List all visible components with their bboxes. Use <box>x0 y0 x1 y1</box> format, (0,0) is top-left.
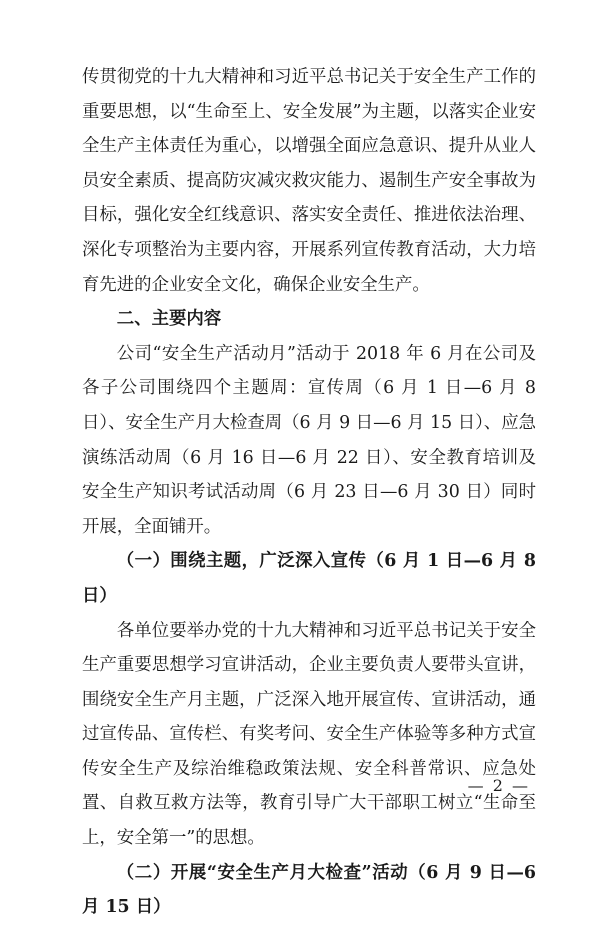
paragraph-publicity-details: 各单位要举办党的十九大精神和习近平总书记关于安全生产重要思想学习宣讲活动，企业主要负责人要带头宣讲，围绕安全生产月主题，广泛深入地开展宣传、宣讲活动，通过宣传品、宣传栏、有奖考问、安全生产体验等多种方式宣传安全生产及综治维稳政策法规、安全科普常识、应急处置、自救互救方法等，教育引导广大干部职工树立“生命至上，安全第一”的思想。 <box>82 620 536 849</box>
subheading-inspection: （二）开展“安全生产月大检查”活动（6 月 9 日—6 月 15 日） <box>82 862 536 918</box>
subheading-publicity: （一）围绕主题，广泛深入宣传（6 月 1 日—6 月 8 日） <box>82 551 536 606</box>
paragraph-activity-overview: 公司“安全生产活动月”活动于 2018 年 6 月在公司及各子公司围绕四个主题周：宣传周（6 月 1 日—6 月 8 日）、安全生产月大检查周（6 月 9 日—6 月 15 日）、应急演练活动周（6 月 16 日—6 月 22 日）、安全教育培训及安全生产知识考试活动周（6 月 23 日—6 月 30 日）同时开展，全面铺开。 <box>82 343 536 537</box>
section-heading-main-content: 二、主要内容 <box>116 309 222 330</box>
paragraph-intro: 传贯彻党的十九大精神和习近平总书记关于安全生产工作的重要思想，以“生命至上、安全发展”为主题，以落实企业安全生产主体责任为重心，以增强全面应急意识、提升从业人员安全素质、提高防灾减灾救灾能力、遏制生产安全事故为目标，强化安全红线意识、落实安全责任、推进依法治理、深化专项整治为主要内容，开展系列宣传教育活动，大力培育先进的企业安全文化，确保企业安全生产。 <box>82 67 536 295</box>
page-number: — 2 — <box>467 776 530 795</box>
